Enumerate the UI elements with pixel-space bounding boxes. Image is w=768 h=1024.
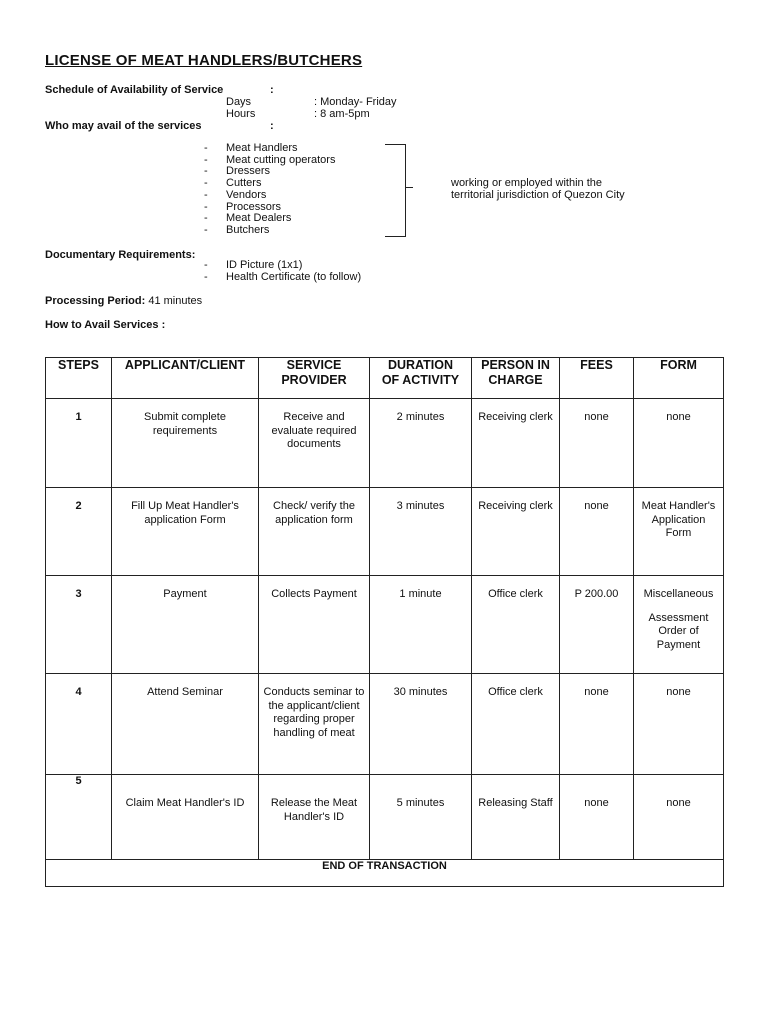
- grouping-bracket: [385, 144, 406, 237]
- table-row: [46, 399, 724, 488]
- step-number: 1: [46, 399, 112, 488]
- table-row: [46, 775, 724, 860]
- note-line: territorial jurisdiction of Quezon City: [451, 188, 625, 201]
- person-cell: Receiving clerk: [472, 488, 560, 576]
- form-extra: Assessment Order of Payment: [648, 611, 709, 652]
- fees-cell: none: [560, 399, 634, 488]
- table-row: [46, 674, 724, 775]
- list-item: - Butchers: [204, 223, 270, 236]
- duration-cell: 3 minutes: [370, 488, 472, 576]
- list-item: - Meat Dealers: [204, 212, 292, 225]
- step-number: 3: [46, 576, 112, 674]
- page-title: LICENSE OF MEAT HANDLERS/BUTCHERS: [45, 52, 363, 69]
- who-label: Who may avail of the services: [45, 120, 202, 132]
- jurisdiction-note: [451, 178, 625, 201]
- duration-cell: 5 minutes: [370, 775, 472, 860]
- bracket-tick: [405, 187, 413, 188]
- list-item: - Health Certificate (to follow): [204, 270, 362, 283]
- form-cell: none: [634, 775, 724, 860]
- person-cell: Releasing Staff: [472, 775, 560, 860]
- form-cell: Meat Handler's Application Form: [634, 488, 724, 576]
- provider-cell: Collects Payment: [259, 576, 370, 674]
- provider-cell: Receive and evaluate required documents: [259, 399, 370, 488]
- duration-cell: 1 minute: [370, 576, 472, 674]
- form-cell: [634, 576, 724, 674]
- form-cell: none: [634, 399, 724, 488]
- note-line: working or employed within the: [451, 177, 603, 189]
- step-number: 4: [46, 674, 112, 775]
- step-number: 5: [46, 775, 112, 860]
- end-row: [46, 860, 724, 887]
- schedule-label: Schedule of Availability of Service: [45, 84, 224, 96]
- header-steps: STEPS: [46, 358, 112, 399]
- form-name: Miscellaneous: [643, 588, 714, 600]
- requirements-label: Documentary Requirements:: [45, 249, 196, 261]
- duration-cell: 2 minutes: [370, 399, 472, 488]
- person-cell: Office clerk: [472, 674, 560, 775]
- list-item: - Vendors: [204, 188, 267, 201]
- processing-value: 41 minutes: [148, 295, 203, 307]
- processing-period: [45, 295, 202, 307]
- header-duration: DURATION OF ACTIVITY: [370, 358, 472, 399]
- duration-cell: 30 minutes: [370, 674, 472, 775]
- header-person: PERSON IN CHARGE: [472, 358, 560, 399]
- days-label: Days: [226, 96, 252, 108]
- step-number: 2: [46, 488, 112, 576]
- list-item: - Meat cutting operators: [204, 153, 336, 166]
- table-row: [46, 576, 724, 674]
- who-colon: :: [270, 120, 274, 132]
- header-applicant: APPLICANT/CLIENT: [112, 358, 259, 399]
- header-provider: SERVICE PROVIDER: [259, 358, 370, 399]
- schedule-colon: :: [270, 84, 274, 96]
- fees-cell: none: [560, 775, 634, 860]
- table-header-row: [46, 358, 724, 399]
- how-label: How to Avail Services :: [45, 319, 166, 331]
- applicant-cell: Payment: [112, 576, 259, 674]
- requirements-list: [204, 260, 361, 283]
- fees-cell: none: [560, 488, 634, 576]
- list-item: - Processors: [204, 200, 282, 213]
- form-cell: none: [634, 674, 724, 775]
- person-cell: Office clerk: [472, 576, 560, 674]
- list-item: - Meat Handlers: [204, 142, 298, 154]
- header-fees: FEES: [560, 358, 634, 399]
- provider-cell: Release the Meat Handler's ID: [259, 775, 370, 860]
- list-item: - Cutters: [204, 177, 262, 190]
- hours-value: : 8 am-5pm: [314, 108, 370, 120]
- header-form: FORM: [634, 358, 724, 399]
- steps-table: [45, 357, 724, 887]
- end-of-transaction: END OF TRANSACTION: [46, 860, 724, 887]
- applicant-cell: Submit complete requirements: [112, 399, 259, 488]
- processing-label: Processing Period:: [45, 295, 146, 307]
- provider-cell: Check/ verify the application form: [259, 488, 370, 576]
- days-value: : Monday- Friday: [314, 96, 397, 108]
- list-item: - ID Picture (1x1): [204, 259, 303, 271]
- person-cell: Receiving clerk: [472, 399, 560, 488]
- eligible-list: [204, 143, 335, 237]
- hours-label: Hours: [226, 108, 256, 120]
- table-row: [46, 488, 724, 576]
- fees-cell: P 200.00: [560, 576, 634, 674]
- fees-cell: none: [560, 674, 634, 775]
- applicant-cell: Claim Meat Handler's ID: [112, 775, 259, 860]
- applicant-cell: Fill Up Meat Handler's application Form: [112, 488, 259, 576]
- provider-cell: Conducts seminar to the applicant/client regarding proper handling of meat: [259, 674, 370, 775]
- list-item: - Dressers: [204, 165, 271, 178]
- applicant-cell: Attend Seminar: [112, 674, 259, 775]
